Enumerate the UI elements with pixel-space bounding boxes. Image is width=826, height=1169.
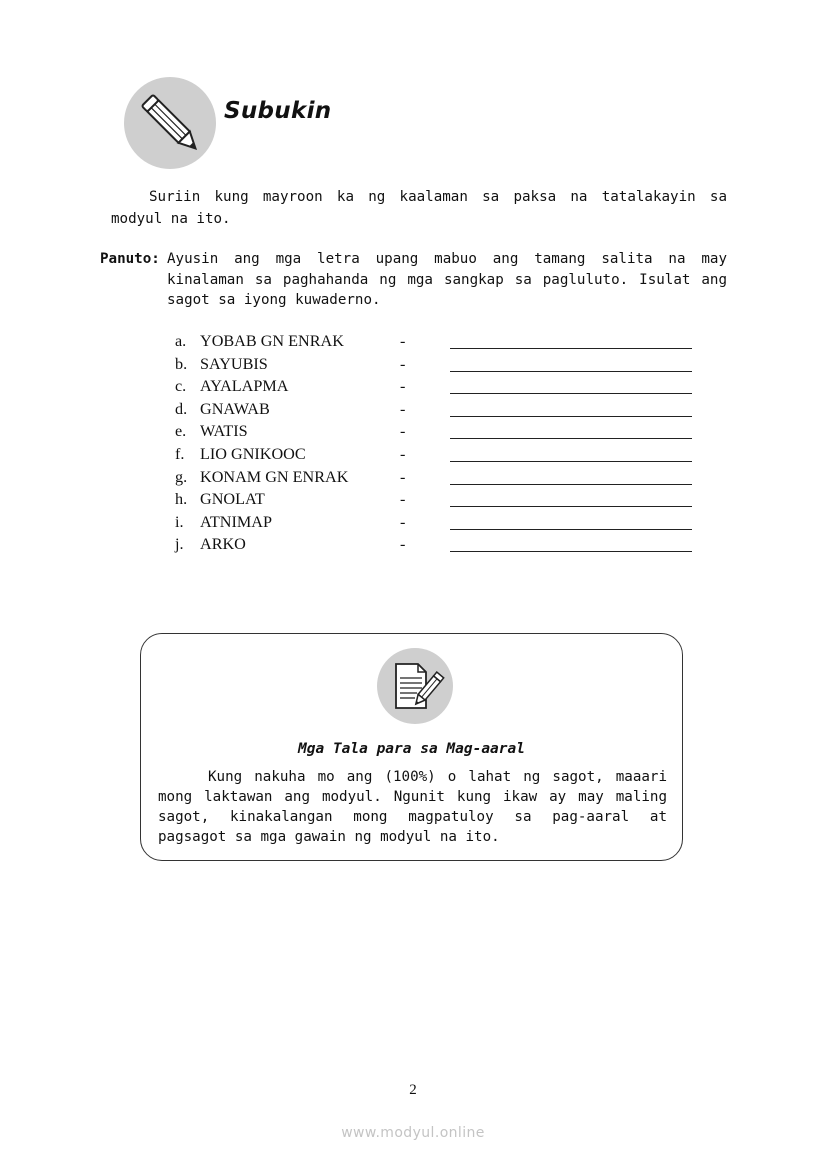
watermark: www.modyul.online	[341, 1125, 485, 1141]
instructions-label: Panuto:	[100, 251, 160, 267]
answer-line	[450, 529, 692, 530]
document-pencil-icon	[377, 648, 453, 724]
scrambled-word: WATIS	[200, 422, 248, 441]
answer-line	[450, 461, 692, 462]
pencil-icon	[124, 77, 216, 169]
answer-line	[450, 551, 692, 552]
item-letter: d.	[175, 399, 188, 418]
answer-line	[450, 348, 692, 349]
answer-line	[450, 371, 692, 372]
item-letter: i.	[175, 512, 184, 531]
answer-line	[450, 393, 692, 394]
item-dash: -	[400, 467, 406, 486]
list-item	[175, 468, 715, 491]
item-letter: j.	[175, 535, 184, 554]
scrambled-word: SAYUBIS	[200, 354, 268, 373]
notes-title: Mga Tala para sa Mag-aaral	[298, 741, 525, 757]
notes-body: Kung nakuha mo ang (100%) o lahat ng sagot, maaari mong laktawan ang modyul. Ngunit kung ikaw ay may maling sagot, kinakalangan mong magpatuloy sa pag-aaral at pagsagot sa mga gawain ng modyul na ito.	[158, 769, 667, 845]
list-item	[175, 400, 715, 423]
item-dash: -	[400, 535, 406, 554]
item-dash: -	[400, 490, 406, 509]
item-dash: -	[400, 512, 406, 531]
item-letter: g.	[175, 467, 188, 486]
section-title: Subukin	[224, 98, 332, 124]
item-dash: -	[400, 377, 406, 396]
scrambled-word: GNOLAT	[200, 490, 265, 509]
scrambled-word: ATNIMAP	[200, 512, 272, 531]
scrambled-word: LIO GNIKOOC	[200, 444, 306, 463]
item-dash: -	[400, 422, 406, 441]
list-item	[175, 355, 715, 378]
intro-paragraph: Suriin kung mayroon ka ng kaalaman sa paksa na tatalakayin sa modyul na ito.	[111, 189, 727, 227]
page-number: 2	[409, 1082, 417, 1098]
item-dash: -	[400, 332, 406, 350]
item-dash: -	[400, 354, 406, 373]
answer-line	[450, 484, 692, 485]
list-item	[175, 535, 715, 558]
list-item	[175, 490, 715, 513]
notes-box	[140, 633, 683, 861]
scrambled-word: AYALAPMA	[200, 377, 289, 396]
item-letter: b.	[175, 354, 188, 373]
list-item	[175, 445, 715, 468]
item-letter: f.	[175, 444, 185, 463]
list-item	[175, 513, 715, 536]
item-dash: -	[400, 444, 406, 463]
answer-line	[450, 438, 692, 439]
answer-line	[450, 416, 692, 417]
item-letter: h.	[175, 490, 188, 509]
instructions-text: Ayusin ang mga letra upang mabuo ang tamang salita na may kinalaman sa paghahanda ng mga sangkap sa pagluluto. Isulat ang sagot sa iyong kuwaderno.	[167, 251, 727, 308]
item-letter: e.	[175, 422, 187, 441]
list-item	[175, 422, 715, 445]
scrambled-word: YOBAB GN ENRAK	[200, 332, 344, 350]
list-item	[175, 377, 715, 400]
scrambled-word: GNAWAB	[200, 399, 270, 418]
item-letter: c.	[175, 377, 187, 396]
scrambled-word-list	[175, 332, 715, 558]
scrambled-word: KONAM GN ENRAK	[200, 467, 349, 486]
list-item	[175, 332, 715, 355]
item-letter: a.	[175, 332, 187, 350]
item-dash: -	[400, 399, 406, 418]
scrambled-word: ARKO	[200, 535, 246, 554]
answer-line	[450, 506, 692, 507]
